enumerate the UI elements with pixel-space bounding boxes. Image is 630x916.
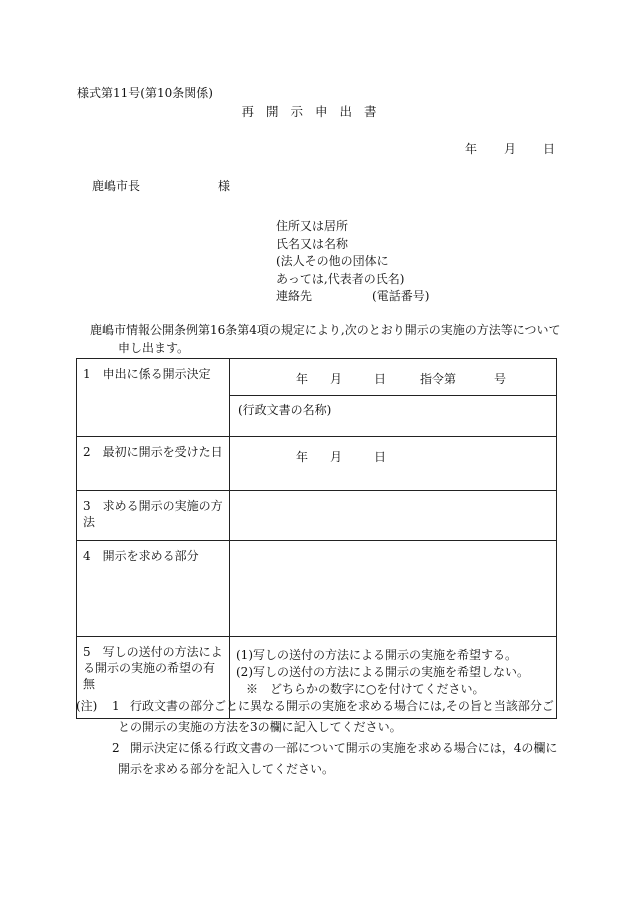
- row2-year: 年: [296, 450, 309, 464]
- row1-decision-date-cell[interactable]: [230, 359, 557, 396]
- addressee-name: 鹿嶋市長: [92, 179, 141, 193]
- applicant-corp-note-2: あっては,代表者の氏名): [276, 271, 405, 286]
- row2-date-cell[interactable]: [230, 437, 557, 491]
- row1-month: 月: [330, 372, 343, 386]
- table-row: [77, 359, 557, 396]
- applicant-contact-label: 連絡先: [276, 289, 313, 303]
- row4-part-cell[interactable]: [230, 541, 557, 637]
- row1-day: 日: [374, 372, 387, 386]
- applicant-contact-row: [276, 288, 429, 306]
- note2-number: 2: [112, 741, 120, 755]
- row1-number: 号: [494, 372, 507, 386]
- row5-label: 5 写しの送付の方法による開示の実施の希望の有無: [77, 637, 230, 719]
- intro-text-line2: 申し出ます。: [118, 341, 190, 355]
- row1-docname-label: (行政文書の名称): [238, 403, 332, 417]
- submission-date: [465, 141, 555, 157]
- note1-line1: 行政文書の部分ごとに異なる開示の実施を求める場合には,その旨と当該部分ご: [130, 699, 554, 713]
- addressee-honorific: 様: [218, 179, 231, 193]
- date-month-label: 月: [503, 142, 516, 156]
- applicant-phone-label: (電話番号): [372, 289, 430, 303]
- row5-option-1[interactable]: (1)写しの送付の方法による開示の実施を希望する。: [236, 648, 518, 662]
- row4-label: 4 開示を求める部分: [77, 541, 230, 637]
- request-form-table: [76, 358, 557, 719]
- row3-label: 3 求める開示の実施の方法: [77, 491, 230, 541]
- note1-line2: との開示の実施の方法を3の欄に記入してください。: [118, 720, 402, 734]
- note2-line1: 開示決定に係る行政文書の一部について開示の実施を求める場合には，4の欄に: [130, 741, 558, 755]
- row3-method-cell[interactable]: [230, 491, 557, 541]
- table-row: [77, 437, 557, 491]
- applicant-address-label: 住所又は居所: [276, 219, 349, 233]
- applicant-block: [276, 218, 429, 306]
- table-row: [77, 491, 557, 541]
- notes-section: [76, 696, 556, 780]
- row5-option-2[interactable]: (2)写しの送付の方法による開示の実施を希望しない。: [236, 665, 530, 679]
- form-number: 様式第11号(第10条関係): [77, 86, 213, 100]
- row1-year: 年: [296, 372, 309, 386]
- applicant-corp-note-1: (法人その他の団体に: [276, 254, 389, 268]
- row2-day: 日: [374, 450, 387, 464]
- addressee: [92, 178, 231, 194]
- note1-number: 1: [112, 699, 120, 713]
- row2-label: 2 最初に開示を受けた日: [77, 437, 230, 491]
- date-day-label: 日: [542, 142, 555, 156]
- intro-text-line1: 鹿嶋市情報公開条例第16条第4項の規定により,次のとおり開示の実施の方法等について: [90, 323, 561, 337]
- document-title: 再開示申出書: [241, 104, 389, 119]
- applicant-name-label: 氏名又は名称: [276, 236, 349, 251]
- row1-docname-cell[interactable]: [230, 396, 557, 437]
- row5-note: ※ どちらかの数字に○を付けてください。: [246, 682, 485, 696]
- row1-order: 指令第: [420, 372, 457, 386]
- row1-label: 1 申出に係る開示決定: [77, 359, 230, 437]
- row2-month: 月: [330, 450, 343, 464]
- notes-prefix: (注): [76, 699, 98, 713]
- note2-line2: 開示を求める部分を記入してください。: [118, 762, 335, 776]
- date-year-label: 年: [465, 142, 478, 156]
- table-row: [77, 541, 557, 637]
